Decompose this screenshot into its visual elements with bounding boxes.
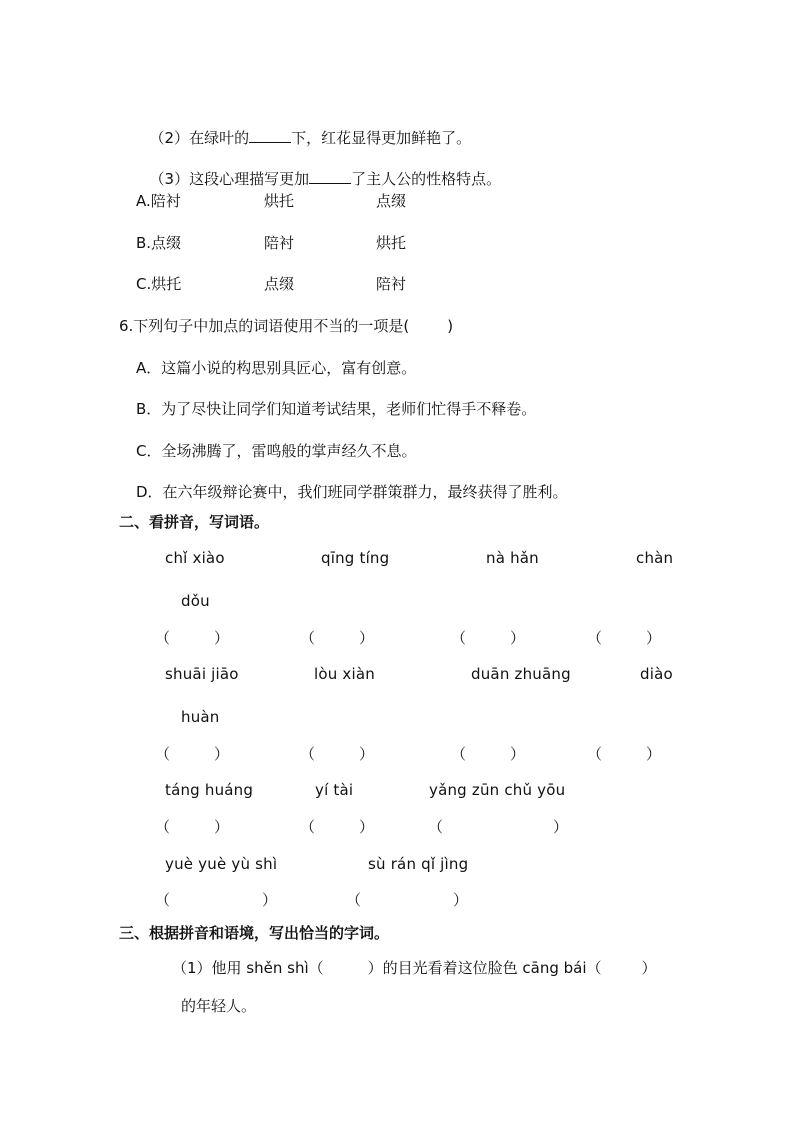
answer-box-3-3-open: （ <box>428 818 444 836</box>
answer-box-1-4-close: ） <box>646 629 662 647</box>
section-3-item-1-part-c: ） <box>641 959 657 977</box>
answer-box-3-2-close: ） <box>359 818 375 836</box>
section-3-heading: 三、根据拼音和语境，写出恰当的字词。 <box>119 924 390 942</box>
answer-box-2-3-open: （ <box>451 745 467 763</box>
q5-item-2 <box>140 108 471 148</box>
answer-box-4-1[interactable] <box>155 890 277 910</box>
answer-box-4-2-open: （ <box>346 891 362 909</box>
q5-item-2-text-after: 下，红花显得更加鲜艳了。 <box>291 129 472 147</box>
pinyin-2-4a: diào <box>640 665 673 683</box>
pinyin-2-4b: huàn <box>181 708 220 726</box>
answer-box-1-2[interactable] <box>300 628 374 648</box>
answer-box-4-1-close: ） <box>262 891 278 909</box>
q5-option-c-word2: 点缀 <box>264 275 295 293</box>
answer-box-1-3[interactable] <box>451 628 525 648</box>
answer-box-4-2[interactable] <box>346 890 468 910</box>
answer-box-1-1-open: （ <box>155 629 171 647</box>
answer-box-3-3-close: ） <box>553 818 569 836</box>
answer-box-3-2-open: （ <box>300 818 316 836</box>
answer-box-2-2-open: （ <box>300 745 316 763</box>
q5-option-b-word2: 陪衬 <box>264 234 295 252</box>
answer-box-2-2[interactable] <box>300 744 374 764</box>
pinyin-1-4a: chàn <box>636 549 674 567</box>
q5-option-b-label[interactable]: B.点缀 <box>136 234 182 252</box>
pinyin-3-2: yí tài <box>315 781 354 799</box>
section-3-item-1-continued: 的年轻人。 <box>181 997 257 1015</box>
answer-box-1-3-close: ） <box>510 629 526 647</box>
q5-option-b-word3: 烘托 <box>376 234 407 252</box>
answer-box-2-4-close: ） <box>646 745 662 763</box>
pinyin-1-1: chǐ xiào <box>165 549 225 567</box>
q5-option-a-word3: 点缀 <box>376 192 407 210</box>
section-3-item-1 <box>172 958 657 978</box>
q5-item-2-blank[interactable] <box>249 128 291 143</box>
answer-box-3-1-open: （ <box>155 818 171 836</box>
answer-box-2-4[interactable] <box>587 744 661 764</box>
q6-option-a[interactable]: A．这篇小说的构思别具匠心，富有创意。 <box>136 359 417 377</box>
q6-stem: 6.下列句子中加点的词语使用不当的一项是( ) <box>119 317 454 335</box>
pinyin-3-1: táng huáng <box>165 781 254 799</box>
answer-box-4-1-open: （ <box>155 891 171 909</box>
answer-box-3-1[interactable] <box>155 817 229 837</box>
pinyin-1-3: nà hǎn <box>486 549 539 567</box>
q5-option-c-label[interactable]: C.烘托 <box>136 275 182 293</box>
answer-box-2-1-open: （ <box>155 745 171 763</box>
q5-option-a-word2: 烘托 <box>264 192 295 210</box>
pinyin-2-2: lòu xiàn <box>314 665 375 683</box>
q5-item-2-text-before: （2）在绿叶的 <box>149 129 250 147</box>
answer-box-1-1[interactable] <box>155 628 229 648</box>
section-3-item-1-part-b: ）的目光看着这位脸色 cāng bái（ <box>367 959 602 977</box>
pinyin-4-1: yuè yuè yù shì <box>165 855 278 873</box>
answer-box-1-4[interactable] <box>587 628 661 648</box>
answer-box-2-1-close: ） <box>214 745 230 763</box>
pinyin-1-2: qīng tíng <box>321 549 390 567</box>
answer-box-1-3-open: （ <box>451 629 467 647</box>
q5-option-a-label[interactable]: A.陪衬 <box>136 192 181 210</box>
answer-box-2-2-close: ） <box>359 745 375 763</box>
answer-box-1-4-open: （ <box>587 629 603 647</box>
pinyin-4-2: sù rán qǐ jìng <box>368 855 469 873</box>
q6-option-b[interactable]: B．为了尽快让同学们知道考试结果，老师们忙得手不释卷。 <box>136 400 537 418</box>
pinyin-1-4b: dǒu <box>181 592 210 610</box>
answer-box-1-2-close: ） <box>359 629 375 647</box>
q6-option-d[interactable]: D．在六年级辩论赛中，我们班同学群策群力，最终获得了胜利。 <box>136 483 568 501</box>
answer-box-1-2-open: （ <box>300 629 316 647</box>
answer-box-3-1-close: ） <box>214 818 230 836</box>
q5-item-3-blank[interactable] <box>309 169 351 184</box>
answer-box-2-3-close: ） <box>510 745 526 763</box>
answer-box-2-4-open: （ <box>587 745 603 763</box>
q5-option-c-word3: 陪衬 <box>376 275 407 293</box>
section-3-item-1-part-a: （1）他用 shěn shì（ <box>172 959 324 977</box>
pinyin-3-3: yǎng zūn chǔ yōu <box>429 781 566 799</box>
pinyin-2-1: shuāi jiāo <box>165 665 239 683</box>
answer-box-4-2-close: ） <box>453 891 469 909</box>
section-2-heading: 二、看拼音，写词语。 <box>119 513 270 531</box>
q5-item-3-text-after: 了主人公的性格特点。 <box>351 170 502 188</box>
q5-item-3-text-before: （3）这段心理描写更加 <box>149 170 310 188</box>
pinyin-2-3: duān zhuāng <box>471 665 571 683</box>
answer-box-2-1[interactable] <box>155 744 229 764</box>
answer-box-2-3[interactable] <box>451 744 525 764</box>
answer-box-3-3[interactable] <box>428 817 568 837</box>
answer-box-1-1-close: ） <box>214 629 230 647</box>
answer-box-3-2[interactable] <box>300 817 374 837</box>
q5-item-3 <box>140 149 501 189</box>
q6-option-c[interactable]: C．全场沸腾了，雷鸣般的掌声经久不息。 <box>136 442 417 460</box>
